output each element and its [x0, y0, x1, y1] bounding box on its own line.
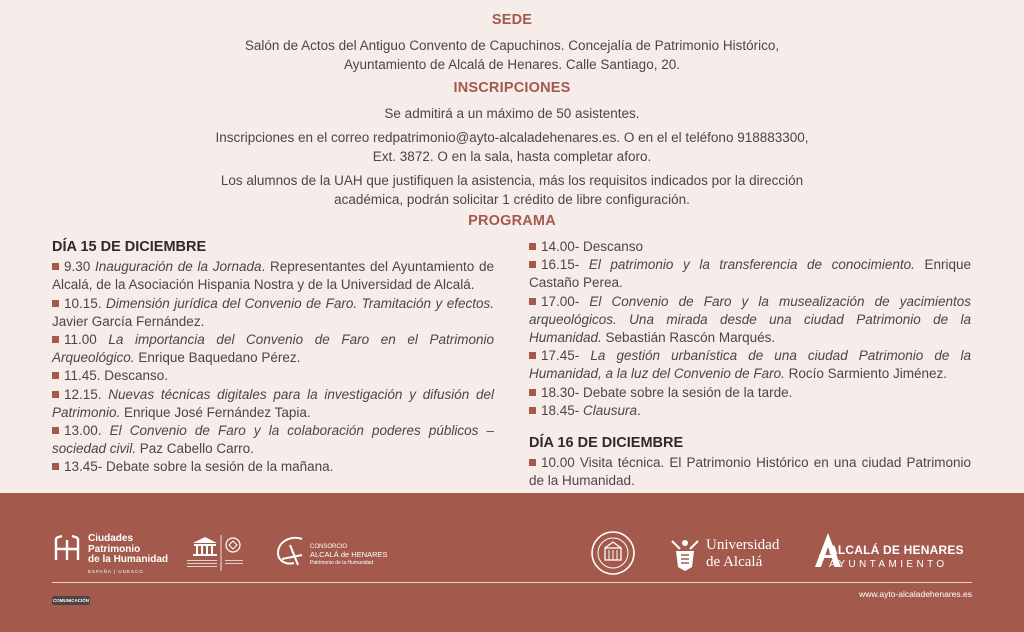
bullet-square-icon [529, 352, 536, 359]
program-item-time: 12.15. [64, 386, 109, 402]
sede-line-1: Salón de Actos del Antiguo Convento de Capuchinos. Concejalía de Patrimonio Histórico, [244, 38, 780, 53]
program-item-title: El Convenio de Faro y la colaboración poderes públicos – sociedad civil. [52, 423, 494, 457]
program-column-left [52, 238, 494, 477]
program-item-time: 10.00 Visita técnica. El Patrimonio Histórico en una ciudad Patrimonio de la Humanidad. [529, 455, 971, 489]
program-item [529, 454, 971, 490]
bullet-square-icon [529, 243, 536, 250]
sede-heading: SEDE [491, 12, 533, 28]
bullet-square-icon [52, 300, 59, 307]
day-16-heading: DÍA 16 DE DICIEMBRE [529, 435, 684, 452]
program-item-title: La gestión urbanística de una ciudad Patrimonio de la Humanidad, a la luz del Convenio de Faro. [529, 348, 972, 382]
universidad-crest-icon [668, 535, 702, 573]
program-item-time: 17.45- [541, 348, 591, 364]
consorcio-line-2: ALCALÁ de HENARES [310, 550, 388, 559]
bullet-square-icon [529, 459, 536, 466]
ciudades-patrimonio-logo [52, 533, 169, 574]
ciudades-line-3: de la Humanidad [88, 554, 169, 565]
sede-line-2: Ayuntamiento de Alcalá de Henares. Calle Santiago, 20. [344, 57, 680, 72]
program-item-title: La importancia del Convenio de Faro en el Patrimonio Arqueológico. [52, 332, 494, 366]
program-item-time: 11.45. Descanso. [64, 368, 169, 384]
program-item-time: 11.00 [64, 332, 109, 348]
bullet-square-icon [52, 391, 59, 398]
program-item-speaker: Enrique José Fernández Tapia. [120, 404, 311, 420]
inscripciones-line-3: Ext. 3872. O en la sala, hasta completar aforo. [372, 149, 652, 164]
program-item [52, 422, 494, 458]
program-item-time: 16.15- [541, 257, 589, 273]
ciudades-line-4: ESPAÑA | UNESCO [88, 568, 144, 574]
bullet-square-icon [52, 427, 59, 434]
program-item-speaker: Sebastián Rascón Marqués. [601, 330, 776, 346]
day-15-list [52, 258, 494, 476]
program-item-speaker: Rocío Sarmiento Jiménez. [784, 366, 947, 382]
comunicacion-badge: COMUNICACIÓN [53, 598, 89, 603]
program-item-speaker: Enrique Baquedano Pérez. [134, 350, 301, 366]
program-item-title: Dimensión jurídica del Convenio de Faro. Tramitación y efectos. [105, 295, 494, 311]
program-item-title: Nuevas técnicas digitales para la investigación y difusión del Patrimonio. [52, 386, 494, 420]
program-item [52, 331, 494, 367]
ciudades-line-2: Patrimonio [88, 543, 141, 555]
program-item-title: El Convenio de Faro y la musealización de yacimientos arqueológicos. Una mirada desde una ciudad Patrimonio de la Humanidad. [529, 293, 971, 346]
program-item-speaker: . Representantes del Ayuntamiento de Alcalá, de la Asociación Hispania Nostra y de la Universidad de Alcalá. [52, 259, 495, 293]
program-item-time: 18.45- [541, 402, 584, 418]
footer-band [0, 493, 1024, 632]
day-16-list [529, 454, 971, 490]
bullet-square-icon [52, 263, 59, 270]
unesco-temple-icon [185, 535, 247, 573]
universidad-alcala-logo [668, 535, 780, 578]
program-item-time: 13.45- Debate sobre la sesión de la mañana. [64, 459, 334, 475]
day-15-afternoon-list [529, 238, 971, 420]
program-item [529, 402, 971, 420]
hispania-nostra-logo [590, 530, 636, 581]
consorcio-logo [272, 535, 388, 574]
bullet-square-icon [529, 298, 536, 305]
program-item-speaker: Paz Cabello Carro. [136, 441, 254, 457]
program-item [52, 258, 494, 294]
program-item-speaker: Javier García Fernández. [52, 313, 205, 329]
program-item-time: 18.30- Debate sobre la sesión de la tarde. [541, 384, 793, 400]
program-item-time: 13.00. [64, 423, 110, 439]
program-item [529, 238, 971, 256]
universidad-line-2: de Alcalá [706, 554, 763, 570]
bullet-square-icon [52, 463, 59, 470]
hispania-nostra-seal-icon [590, 530, 636, 576]
ciudades-line-1: Ciudades [88, 533, 134, 544]
programa-heading: PROGRAMA [468, 213, 556, 229]
inscripciones-line-1: Se admitirá a un máximo de 50 asistentes. [384, 106, 640, 121]
program-item [529, 347, 971, 383]
website-url: www.ayto-alcaladehenares.es [859, 589, 972, 599]
bullet-square-icon [52, 336, 59, 343]
program-item-title: Inauguración de la Jornada [95, 259, 262, 275]
program-item-title: El patrimonio y la transferencia de conocimiento. [588, 257, 915, 273]
footer-divider [52, 582, 972, 583]
bullet-square-icon [529, 389, 536, 396]
program-item [529, 256, 971, 292]
consorcio-line-3: Patrimonio de la Humanidad [310, 560, 374, 566]
program-item [529, 293, 971, 348]
unesco-logo [185, 535, 247, 578]
inscripciones-heading: INSCRIPCIONES [453, 80, 571, 96]
ciudades-patrimonio-emblem-icon [52, 534, 82, 564]
program-item-speaker: . [637, 402, 641, 418]
program-item-speaker: Enrique Castaño Perea. [529, 257, 971, 291]
bullet-square-icon [529, 261, 536, 268]
bullet-square-icon [529, 407, 536, 414]
program-item-time: 14.00- Descanso [541, 239, 644, 254]
program-column-right [529, 238, 971, 491]
day-15-heading: DÍA 15 DE DICIEMBRE [52, 239, 207, 255]
inscripciones-line-5: académica, podrán solicitar 1 crédito de libre configuración. [334, 192, 690, 207]
program-item-time: 17.00- [541, 293, 590, 309]
inscripciones-line-2: Inscripciones en el correo redpatrimonio@ayto-alcaladehenares.es. O en el el teléfono 918883300, [215, 130, 809, 145]
inscripciones-line-4: Los alumnos de la UAH que justifiquen la asistencia, más los requisitos indicados por la dirección [220, 173, 804, 188]
bullet-square-icon [52, 372, 59, 379]
ayuntamiento-line-2: AYUNTAMIENTO [829, 559, 948, 570]
consorcio-line-1: CONSORCIO [310, 544, 348, 550]
program-item-time: 10.15. [64, 295, 106, 311]
universidad-line-1: Universidad [706, 537, 780, 553]
program-item [52, 458, 494, 476]
program-item [52, 367, 494, 385]
program-item [529, 384, 971, 402]
ayuntamiento-line-1: ALCALÁ DE HENARES [829, 543, 964, 557]
consorcio-emblem-icon [272, 535, 310, 569]
program-item-time: 9.30 [64, 259, 95, 275]
program-item [52, 386, 494, 422]
program-item-title: Clausura [583, 402, 638, 418]
ayuntamiento-logo [813, 531, 964, 574]
program-item [52, 295, 494, 331]
